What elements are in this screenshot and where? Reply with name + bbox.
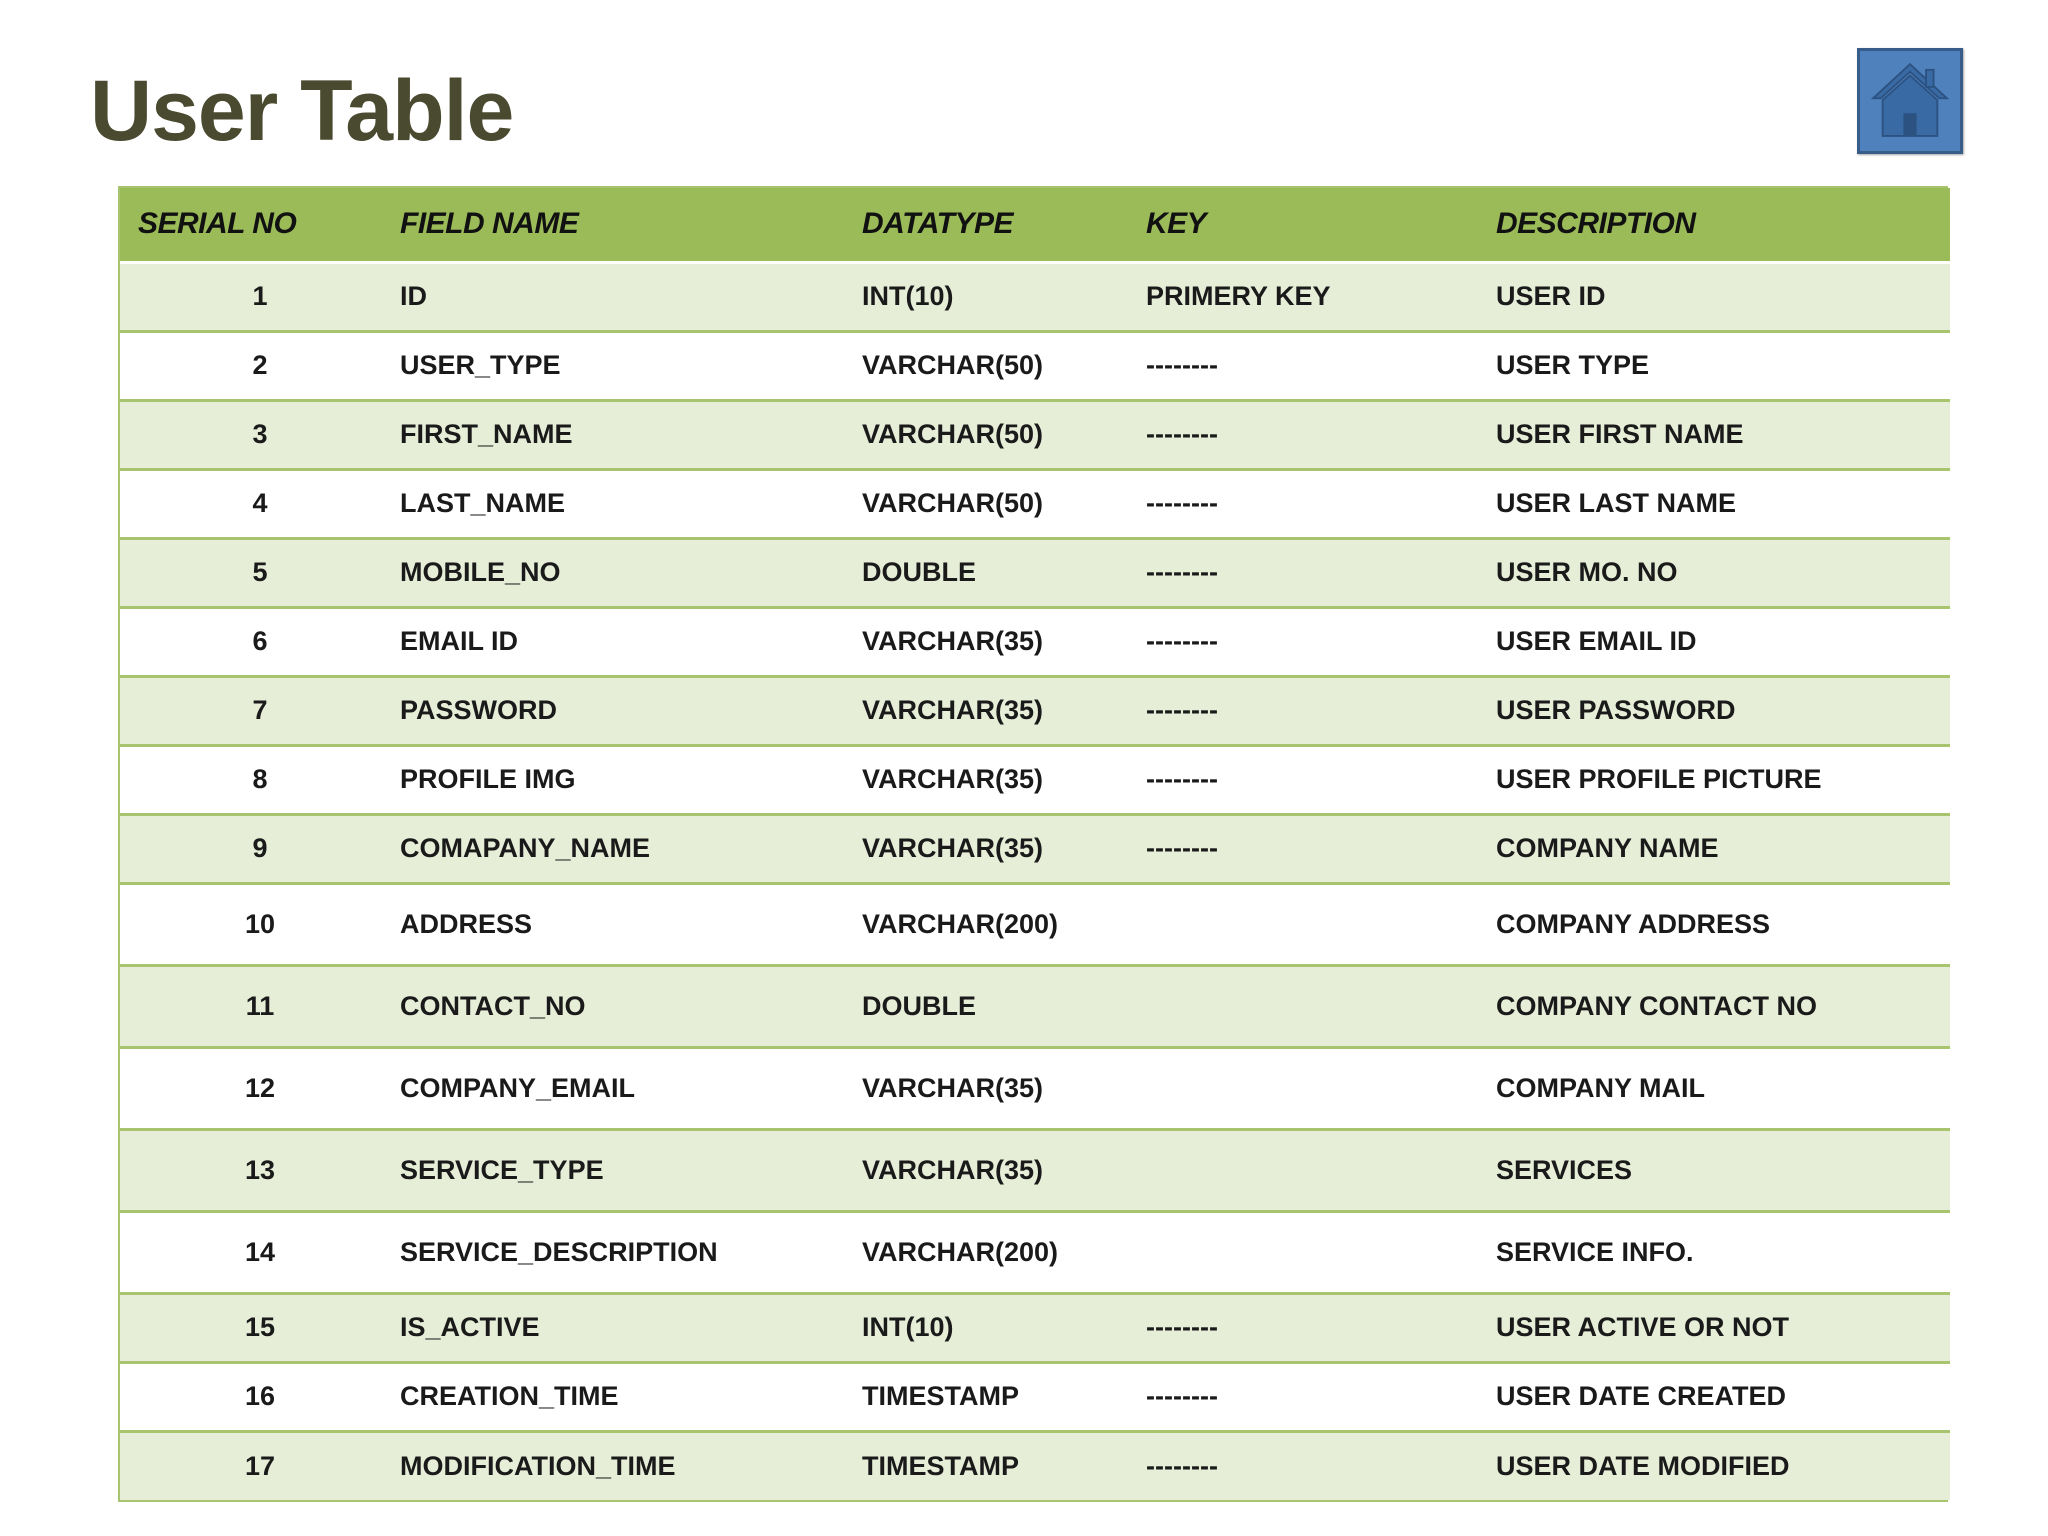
table-row (120, 607, 1950, 676)
cell-datatype: VARCHAR(200) (862, 908, 1059, 939)
cell-description: USER ID (1496, 281, 1606, 311)
cell-key: -------- (1146, 833, 1218, 863)
cell-key (1146, 1129, 1496, 1211)
cell-datatype: INT(10) (862, 281, 954, 311)
cell-serial-no: 10 (244, 908, 276, 939)
cell-datatype: VARCHAR(35) (862, 833, 1044, 863)
cell-serial-no: 4 (252, 488, 268, 518)
cell-key: -------- (1146, 488, 1218, 518)
cell-datatype: VARCHAR(35) (862, 764, 1044, 794)
cell-field-name: PASSWORD (400, 695, 558, 725)
cell-field-name: SERVICE_TYPE (400, 1154, 604, 1185)
cell-key: -------- (1146, 695, 1218, 725)
cell-datatype: VARCHAR(50) (862, 350, 1044, 380)
home-button[interactable] (1857, 48, 1963, 154)
cell-datatype: INT(10) (862, 1312, 954, 1342)
table-row (120, 745, 1950, 814)
table-header-row (120, 188, 1950, 262)
home-icon (1860, 51, 1960, 151)
cell-serial-no: 17 (244, 1450, 276, 1481)
cell-key: -------- (1146, 557, 1218, 587)
cell-serial-no: 2 (252, 350, 268, 380)
table-row (120, 1362, 1950, 1431)
cell-description: COMPANY NAME (1496, 833, 1719, 863)
cell-key: -------- (1146, 1312, 1218, 1342)
cell-field-name: SERVICE_DESCRIPTION (400, 1236, 718, 1267)
cell-key: -------- (1146, 626, 1218, 656)
cell-serial-no: 13 (244, 1154, 276, 1185)
cell-description: COMPANY CONTACT NO (1496, 990, 1817, 1021)
cell-datatype: VARCHAR(50) (862, 419, 1044, 449)
cell-key (1146, 883, 1496, 965)
cell-field-name: LAST_NAME (400, 488, 566, 518)
table-row (120, 469, 1950, 538)
cell-serial-no: 14 (244, 1236, 276, 1267)
user-table (118, 186, 1948, 1502)
header-description: DESCRIPTION (1496, 188, 1950, 262)
cell-datatype: VARCHAR(35) (862, 695, 1044, 725)
cell-key: -------- (1146, 419, 1218, 449)
cell-description: USER ACTIVE OR NOT (1496, 1312, 1790, 1342)
cell-field-name: PROFILE IMG (400, 764, 576, 794)
cell-datatype: VARCHAR(35) (862, 1072, 1044, 1103)
cell-serial-no: 9 (252, 833, 268, 863)
table-row (120, 1293, 1950, 1362)
cell-serial-no: 1 (252, 281, 268, 311)
cell-field-name: ID (400, 281, 427, 311)
cell-datatype: DOUBLE (862, 557, 976, 587)
header-datatype: DATATYPE (862, 188, 1146, 262)
table-row (120, 676, 1950, 745)
cell-description: COMPANY ADDRESS (1496, 908, 1771, 939)
table-row (120, 1129, 1950, 1211)
cell-description: USER DATE CREATED (1496, 1381, 1787, 1411)
cell-datatype: TIMESTAMP (862, 1450, 1019, 1481)
cell-description: COMPANY MAIL (1496, 1072, 1705, 1103)
cell-datatype: DOUBLE (862, 990, 976, 1021)
cell-serial-no: 16 (244, 1381, 276, 1411)
cell-description: USER DATE MODIFIED (1496, 1450, 1790, 1481)
cell-key: PRIMERY KEY (1146, 281, 1331, 311)
cell-serial-no: 11 (245, 990, 275, 1021)
table-row (120, 262, 1950, 331)
header-field-name: FIELD NAME (400, 188, 862, 262)
cell-description: USER FIRST NAME (1496, 419, 1744, 449)
cell-description: USER PROFILE PICTURE (1496, 764, 1822, 794)
cell-serial-no: 6 (252, 626, 268, 656)
table-row (120, 331, 1950, 400)
cell-key: -------- (1146, 1450, 1218, 1481)
cell-serial-no: 12 (244, 1072, 276, 1103)
header-serial-no: SERIAL NO (120, 188, 400, 262)
table-body (120, 262, 1950, 1500)
table-row (120, 538, 1950, 607)
cell-field-name: IS_ACTIVE (400, 1312, 540, 1342)
cell-description: USER PASSWORD (1496, 695, 1736, 725)
table-row (120, 400, 1950, 469)
cell-datatype: VARCHAR(50) (862, 488, 1044, 518)
cell-key (1146, 965, 1496, 1047)
cell-key (1146, 1047, 1496, 1129)
cell-field-name: COMPANY_EMAIL (400, 1072, 636, 1103)
cell-key: -------- (1146, 1381, 1218, 1411)
cell-datatype: VARCHAR(200) (862, 1236, 1059, 1267)
cell-field-name: CONTACT_NO (400, 990, 586, 1021)
page-title: User Table (90, 63, 514, 159)
cell-description: USER EMAIL ID (1496, 626, 1697, 656)
cell-description: USER TYPE (1496, 350, 1650, 380)
cell-serial-no: 15 (244, 1312, 276, 1342)
cell-description: USER LAST NAME (1496, 488, 1737, 518)
cell-datatype: VARCHAR(35) (862, 626, 1044, 656)
cell-description: SERVICES (1496, 1154, 1633, 1185)
table-row (120, 1431, 1950, 1500)
cell-serial-no: 8 (252, 764, 268, 794)
cell-field-name: FIRST_NAME (400, 419, 573, 449)
cell-serial-no: 3 (252, 419, 268, 449)
cell-serial-no: 5 (252, 557, 268, 587)
table-row (120, 1047, 1950, 1129)
cell-field-name: COMAPANY_NAME (400, 833, 651, 863)
cell-key (1146, 1211, 1496, 1293)
cell-field-name: MODIFICATION_TIME (400, 1450, 676, 1481)
table-row (120, 814, 1950, 883)
header-key: KEY (1146, 188, 1496, 262)
cell-field-name: ADDRESS (400, 908, 533, 939)
table-row (120, 965, 1950, 1047)
cell-description: SERVICE INFO. (1496, 1236, 1694, 1267)
cell-datatype: TIMESTAMP (862, 1381, 1019, 1411)
cell-serial-no: 7 (252, 695, 268, 725)
cell-field-name: USER_TYPE (400, 350, 561, 380)
cell-description: USER MO. NO (1496, 557, 1678, 587)
cell-key: -------- (1146, 764, 1218, 794)
table-row (120, 883, 1950, 965)
cell-field-name: CREATION_TIME (400, 1381, 619, 1411)
table-row (120, 1211, 1950, 1293)
cell-datatype: VARCHAR(35) (862, 1154, 1044, 1185)
cell-key: -------- (1146, 350, 1218, 380)
cell-field-name: MOBILE_NO (400, 557, 561, 587)
cell-field-name: EMAIL ID (400, 626, 519, 656)
